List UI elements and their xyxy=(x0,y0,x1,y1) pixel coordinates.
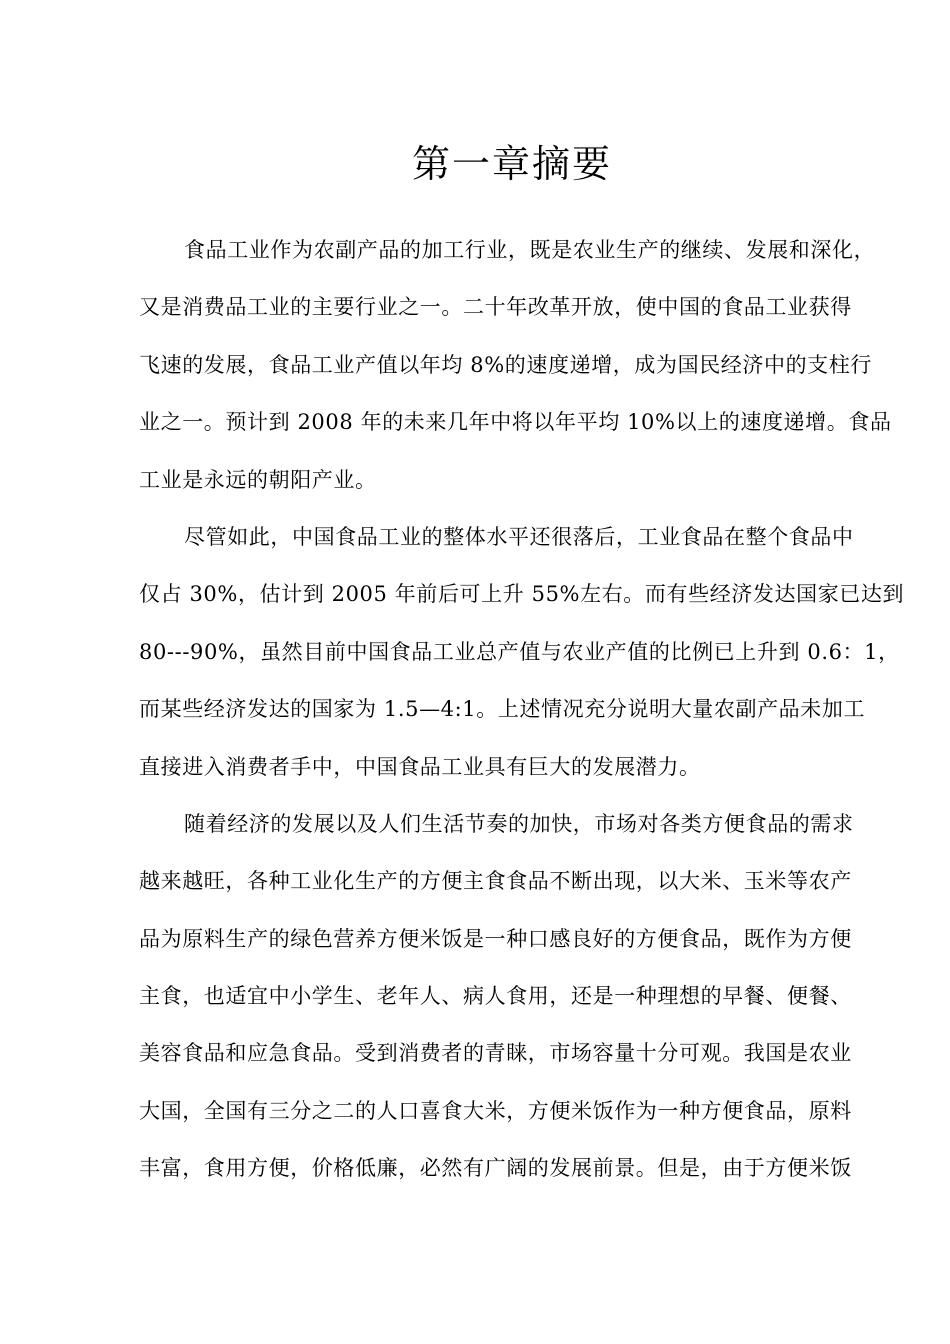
text-line: 仅占 30%，估计到 2005 年前后可上升 55%左右。而有些经济发达国家已达到 xyxy=(139,582,905,607)
text-line: 飞速的发展，食品工业产值以年均 8%的速度递增，成为国民经济中的支柱行 xyxy=(139,352,872,377)
text-line: 而某些经济发达的国家为 1.5—4:1。上述情况充分说明大量农副产品未加工 xyxy=(139,697,866,722)
text-line: 美容食品和应急食品。受到消费者的青睐，市场容量十分可观。我国是农业 xyxy=(139,1041,852,1066)
text-line: 业之一。预计到 2008 年的未来几年中将以年平均 10%以上的速度递增。食品 xyxy=(139,410,892,435)
text-line: 食品工业作为农副产品的加工行业，既是农业生产的继续、发展和深化， xyxy=(184,238,876,262)
chapter-title: 第一章摘要 xyxy=(411,142,612,186)
text-line: 随着经济的发展以及人们生活节奏的加快，市场对各类方便食品的需求 xyxy=(184,811,854,836)
text-line: 丰富，食用方便，价格低廉，必然有广阔的发展前景。但是，由于方便米饭 xyxy=(139,1156,852,1181)
text-line: 尽管如此，中国食品工业的整体水平还很落后，工业食品在整个食品中 xyxy=(184,524,854,549)
text-line: 工业是永远的朝阳产业。 xyxy=(139,467,377,492)
text-line: 主食，也适宜中小学生、老年人、病人食用，还是一种理想的早餐、便餐、 xyxy=(139,984,852,1009)
text-line: 越来越旺，各种工业化生产的方便主食食品不断出现，以大米、玉米等农产 xyxy=(139,869,852,894)
text-line: 直接进入消费者手中，中国食品工业具有巨大的发展潜力。 xyxy=(139,754,701,779)
body-text xyxy=(139,222,905,1198)
text-line: 80---90%，虽然目前中国食品工业总产值与农业产值的比例已上升到 0.6：1， xyxy=(139,639,900,664)
text-line: 品为原料生产的绿色营养方便米饭是一种口感良好的方便食品，既作为方便 xyxy=(139,926,852,951)
text-line: 又是消费品工业的主要行业之一。二十年改革开放，使中国的食品工业获得 xyxy=(139,295,852,320)
text-line: 大国，全国有三分之二的人口喜食大米，方便米饭作为一种方便食品，原料 xyxy=(139,1098,852,1123)
